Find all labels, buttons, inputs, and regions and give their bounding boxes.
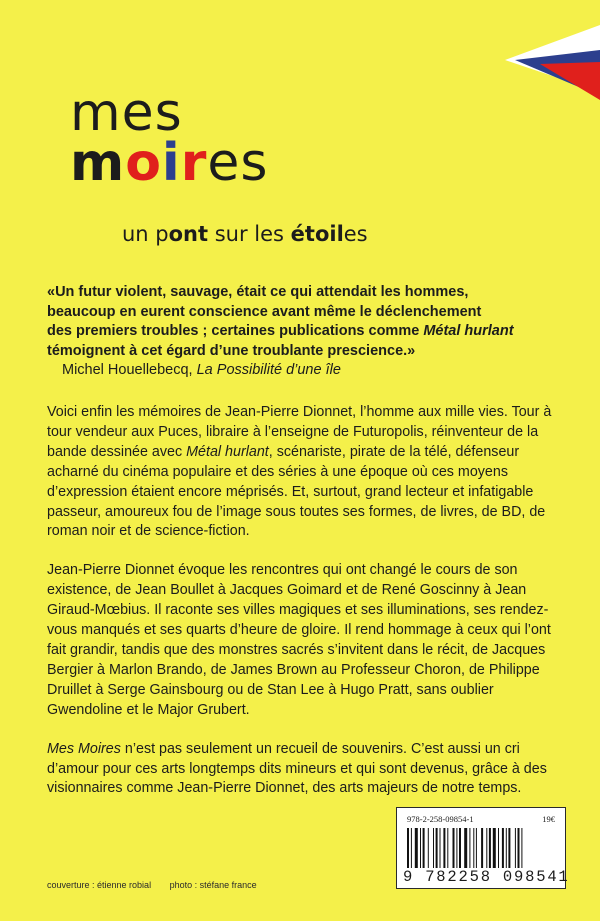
title-letter: m: [70, 133, 126, 193]
title-line-2: [70, 133, 269, 193]
cover-credits: [47, 880, 257, 890]
attribution-author: Michel Houellebecq,: [62, 362, 197, 378]
subtitle-part: sur les: [208, 222, 291, 246]
quote-line: beaucoup en eurent conscience avant même le déclenchement: [47, 303, 482, 320]
quote-line: [47, 322, 567, 342]
subtitle-part: es: [343, 222, 368, 246]
barcode-panel: [396, 807, 570, 889]
photo-credit: photo : stéfane france: [169, 880, 257, 890]
paragraph-2: Jean-Pierre Dionnet évoque les rencontres qui ont changé le cours de son existence, de Jean Boullet à Jacques Goimard et de René Goscinny à Jean Giraud-Mœbius. Il raconte ses villes magiques et ses illuminations, ses rendez-vous manqués et ses quarts d’heure de gloire. Il rend hommage à ceux qui l’ont fait grandir, tandis que des monstres sacrés s’invitent dans le récit, de Jacques Bergier à Marlon Brando, de James Brown au Professeur Choron, de Philippe Druillet à Serge Gainsbourg ou de Stan Lee à Hugo Pratt, sans oublier Gwendoline et le Major Grubert.: [47, 562, 551, 718]
book-title: [70, 83, 269, 193]
subtitle-part: un p: [122, 222, 169, 246]
subtitle-part-bold: étoil: [290, 222, 344, 246]
barcode-icon: [407, 828, 557, 868]
ean-digits: 9 782258 098541: [403, 868, 570, 886]
title-letter: es: [207, 133, 269, 193]
paragraph-1: [47, 403, 572, 542]
title-line-1: mes: [70, 83, 183, 143]
blurb-text: [47, 403, 572, 818]
isbn-number: 978-2-258-09854-1: [407, 814, 474, 824]
title-letter-red: o: [125, 133, 162, 193]
quote-text: des premiers troubles ; certaines publications comme: [47, 323, 424, 339]
quote-italic: Métal hurlant: [423, 323, 514, 339]
price-label: 19€: [542, 814, 555, 824]
epigraph-quote: [47, 283, 567, 361]
subtitle-part-bold: ont: [168, 222, 209, 246]
paragraph-italic: Métal hurlant: [186, 443, 269, 460]
quote-attribution: [62, 362, 341, 378]
book-subtitle: [122, 222, 368, 246]
title-letter-red: r: [180, 133, 208, 193]
cover-credit: couverture : étienne robial: [47, 880, 152, 890]
paragraph-italic: Mes Moires: [47, 740, 121, 757]
quote-line: «Un futur violent, sauvage, était ce qui attendait les hommes,: [47, 284, 469, 300]
paragraph-text: n’est pas seulement un recueil de souvenirs. C’est aussi un cri d’amour pour ces arts longtemps dits mineurs et qui sont devenus, grâce à des visionnaires comme Jean-Pierre Dionnet, des arts majeurs de notre temps.: [47, 740, 547, 797]
paragraph-text: , scénariste, pirate de la télé, défenseur acharné du cinéma populaire et des séries à une époque où ces moyens d’expression étaient encore méprisés. Et, surtout, grand lecteur et infatigable passeur, amoureux fou de l’image sous toutes ses formes, de livres, de BD, de roman noir et de science-fiction.: [47, 443, 546, 540]
paragraph-3: [47, 740, 572, 800]
title-letter-blue: i: [161, 133, 181, 193]
quote-line: témoignent à cet égard d’une troublante prescience.»: [47, 342, 416, 359]
paragraph-text: Voici enfin les mémoires de Jean-Pierre Dionnet, l’homme aux mille vies. Tour à tour vendeur aux Puces, libraire à l’enseigne de Futuropolis, réinventeur de la bande dessinée avec: [47, 404, 552, 460]
attribution-work: La Possibilité d’une île: [196, 362, 341, 378]
